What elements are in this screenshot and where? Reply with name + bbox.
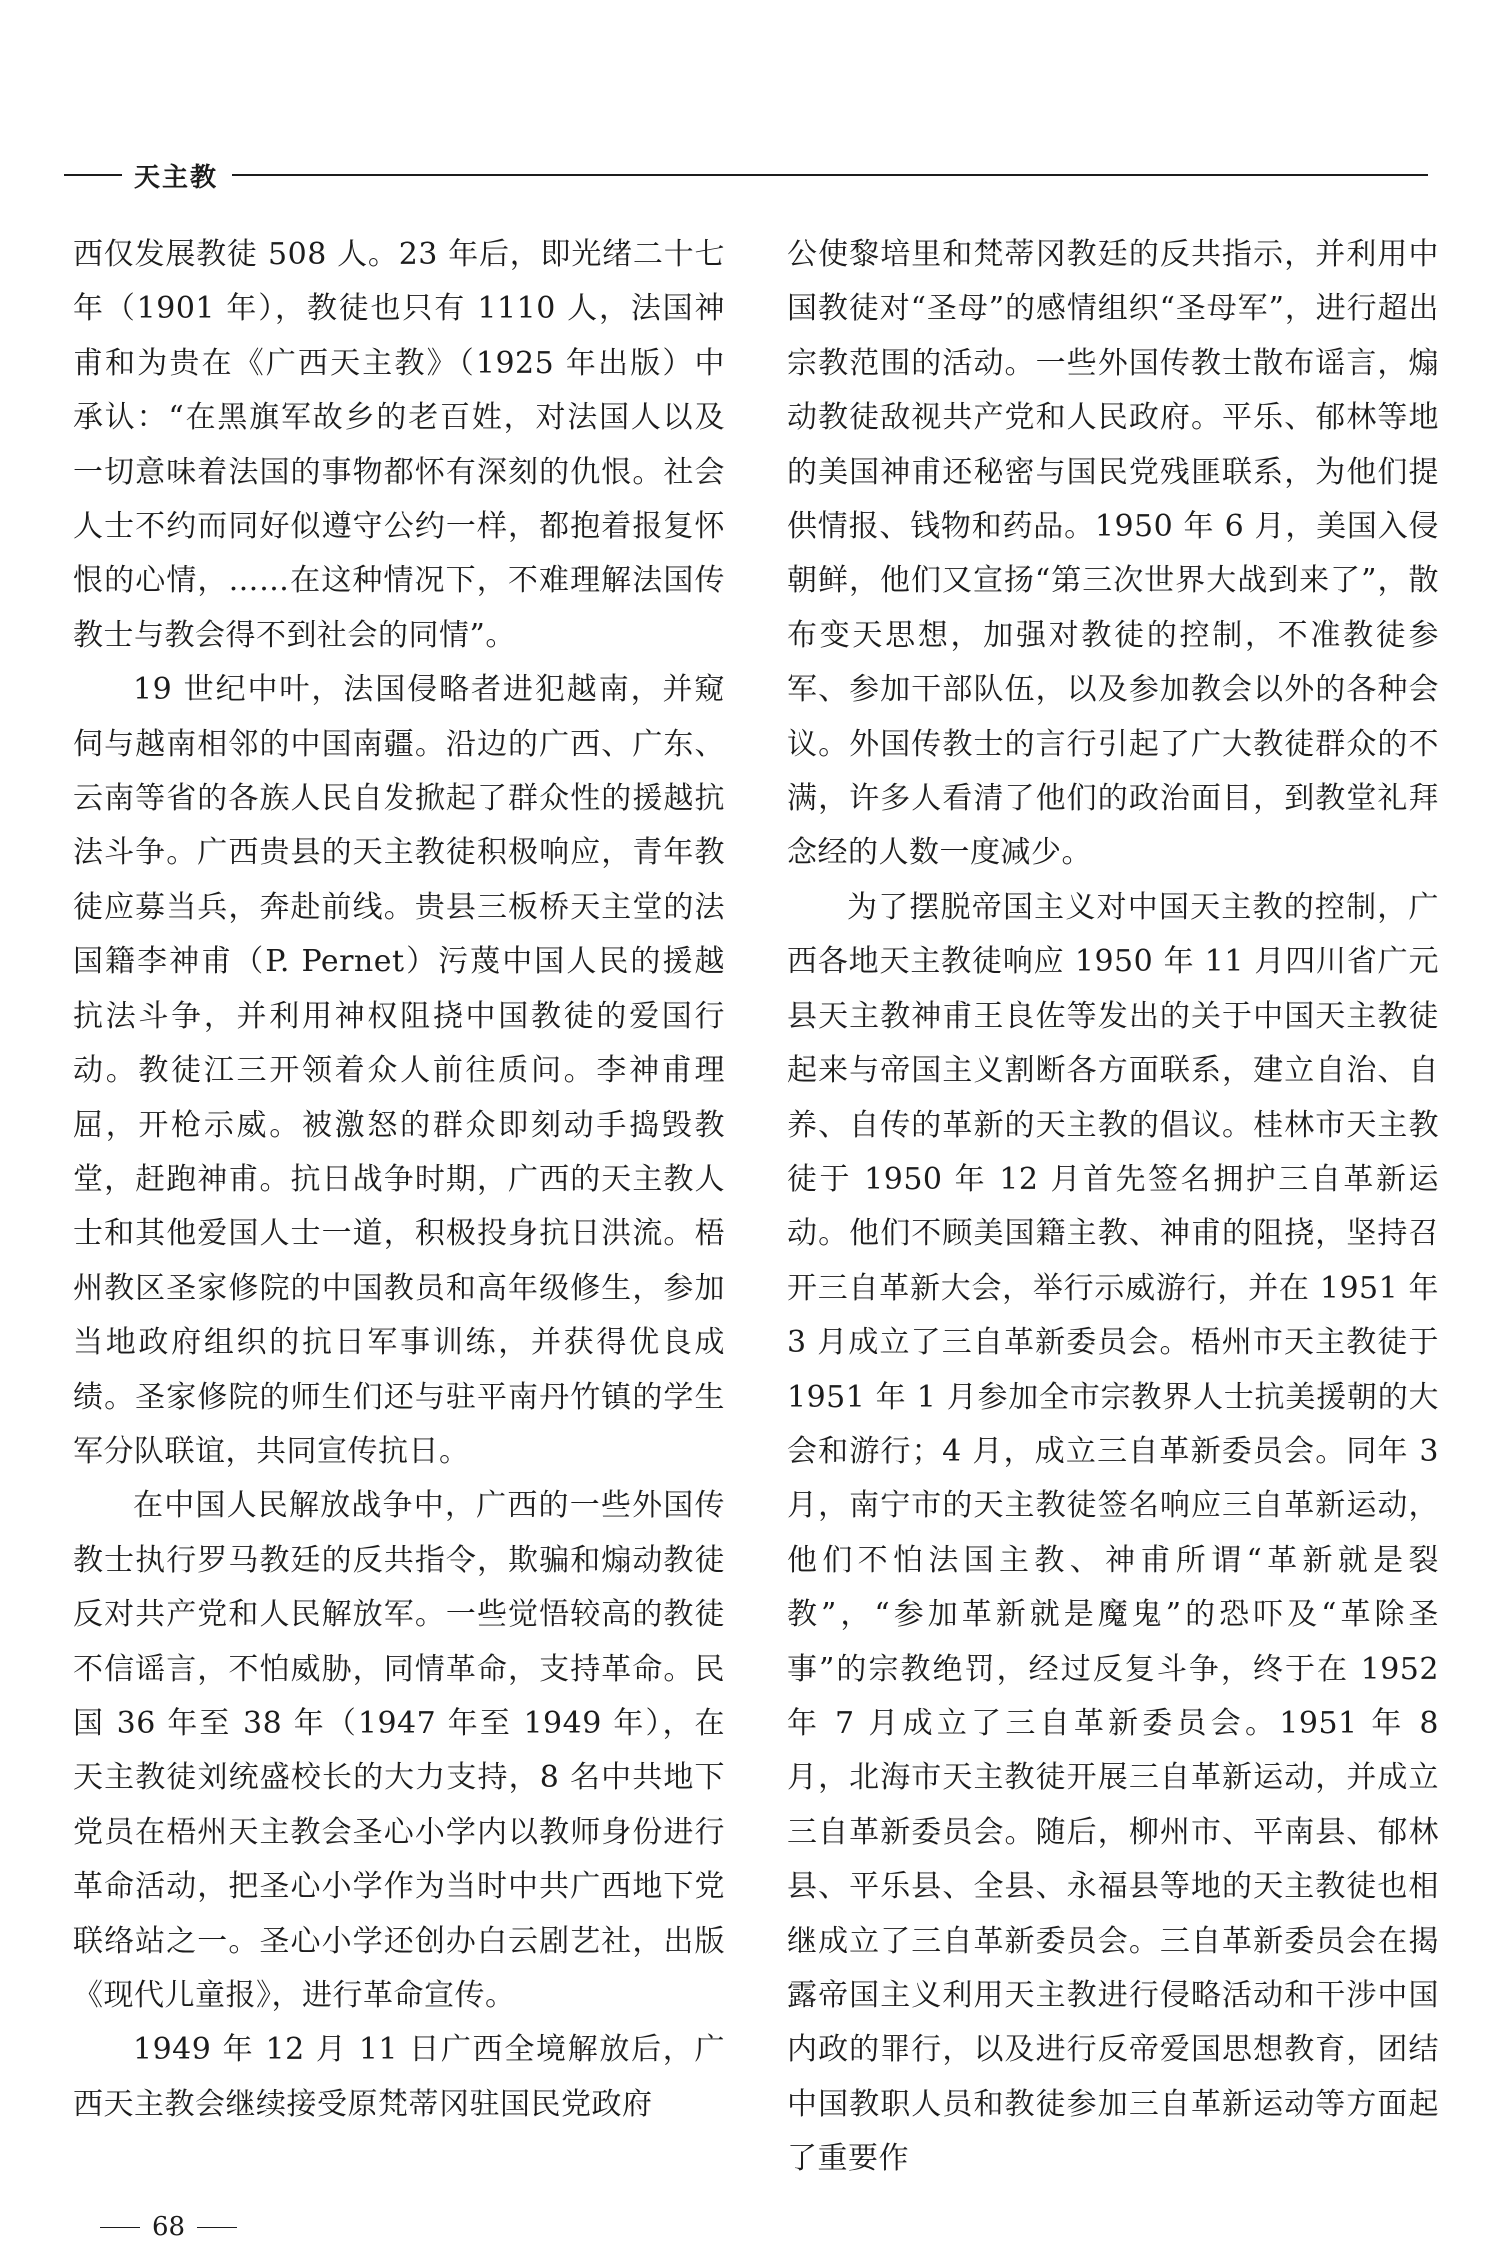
paragraph: 在中国人民解放战争中，广西的一些外国传教士执行罗马教廷的反共指令，欺骗和煽动教徒反对共产党和人民解放军。一些觉悟较高的教徒不信谣言，不怕威胁，同情革命，支持革命。民国 36 年至 38 年（1947 年至 1949 年），在天主教徒刘统盛校长的大力支持，8 名中共地下党员在梧州天主教会圣心小学内以教师身份进行革命活动，把圣心小学作为当时中共广西地下党联络站之一。圣心小学还创办白云剧艺社，出版《现代儿童报》，进行革命宣传。 [73, 1488, 725, 2013]
paragraph: 19 世纪中叶，法国侵略者进犯越南，并窥伺与越南相邻的中国南疆。沿边的广西、广东、云南等省的各族人民自发掀起了群众性的援越抗法斗争。广西贵县的天主教徒积极响应，青年教徒应募当兵，奔赴前线。贵县三板桥天主堂的法国籍李神甫（P. Pernet）污蔑中国人民的援越抗法斗争，并利用神权阻挠中国教徒的爱国行动。教徒江三开领着众人前往质问。李神甫理屈，开枪示威。被激怒的群众即刻动手捣毁教堂，赶跑神甫。抗日战争时期，广西的天主教人士和其他爱国人士一道，积极投身抗日洪流。梧州教区圣家修院的中国教员和高年级修生，参加当地政府组织的抗日军事训练，并获得优良成绩。圣家修院的师生们还与驻平南丹竹镇的学生军分队联谊，共同宣传抗日。 [73, 672, 725, 1469]
footer-dash-right [197, 2227, 237, 2228]
paragraph: 为了摆脱帝国主义对中国天主教的控制，广西各地天主教徒响应 1950 年 11 月四川省广元县天主教神甫王良佐等发出的关于中国天主教徒起来与帝国主义割断各方面联系，建立自治、自养、自传的革新的天主教的倡议。桂林市天主教徒于 1950 年 12 月首先签名拥护三自革新运动。他们不顾美国籍主教、神甫的阻挠，坚持召开三自革新大会，举行示威游行，并在 1951 年 3 月成立了三自革新委员会。梧州市天主教徒于 1951 年 1 月参加全市宗教界人士抗美援朝的大会和游行；4 月，成立三自革新委员会。同年 3 月，南宁市的天主教徒签名响应三自革新运动，他们不怕法国主教、神甫所谓“革新就是裂教”，“参加革新就是魔鬼”的恐吓及“革除圣事”的宗教绝罚，经过反复斗争，终于在 1952 年 7 月成立了三自革新委员会。1951 年 8 月，北海市天主教徒开展三自革新运动，并成立三自革新委员会。随后，柳州市、平南县、郁林县、平乐县、全县、永福县等地的天主教徒也相继成立了三自革新委员会。三自革新委员会在揭露帝国主义利用天主教进行侵略活动和干涉中国内政的罪行，以及进行反帝爱国思想教育，团结中国教职人员和教徒参加三自革新运动等方面起了重要作 [787, 889, 1439, 2177]
page-footer [100, 2212, 237, 2242]
paragraph: 公使黎培里和梵蒂冈教廷的反共指示，并利用中国教徒对“圣母”的感情组织“圣母军”，进行超出宗教范围的活动。一些外国传教士散布谣言，煽动教徒敌视共产党和人民政府。平乐、郁林等地的美国神甫还秘密与国民党残匪联系，为他们提供情报、钱物和药品。1950 年 6 月，美国入侵朝鲜，他们又宣扬“第三次世界大战到来了”，散布变天思想，加强对教徒的控制，不准教徒参军、参加干部队伍，以及参加教会以外的各种会议。外国传教士的言行引起了广大教徒群众的不满，许多人看清了他们的政治面目，到教堂礼拜念经的人数一度减少。 [787, 237, 1439, 871]
header-rule-right [232, 174, 1428, 176]
paragraph: 西仅发展教徒 508 人。23 年后，即光绪二十七年（1901 年），教徒也只有 1110 人，法国神甫和为贵在《广西天主教》（1925 年出版）中承认：“在黑旗军故乡的老百姓，对法国人以及一切意味着法国的事物都怀有深刻的仇恨。社会人士不约而同好似遵守公约一样，都抱着报复怀恨的心情，……在这种情况下，不难理解法国传教士与教会得不到社会的同情”。 [73, 237, 725, 653]
section-title: 天主教 [134, 162, 219, 193]
header-rule-left [64, 174, 122, 176]
running-header [64, 158, 1428, 192]
right-column [787, 228, 1439, 2187]
page-number: 68 [152, 2212, 186, 2242]
footer-dash-left [100, 2227, 140, 2228]
left-column [73, 228, 725, 2132]
paragraph: 1949 年 12 月 11 日广西全境解放后，广西天主教会继续接受原梵蒂冈驻国民党政府 [73, 2032, 725, 2122]
